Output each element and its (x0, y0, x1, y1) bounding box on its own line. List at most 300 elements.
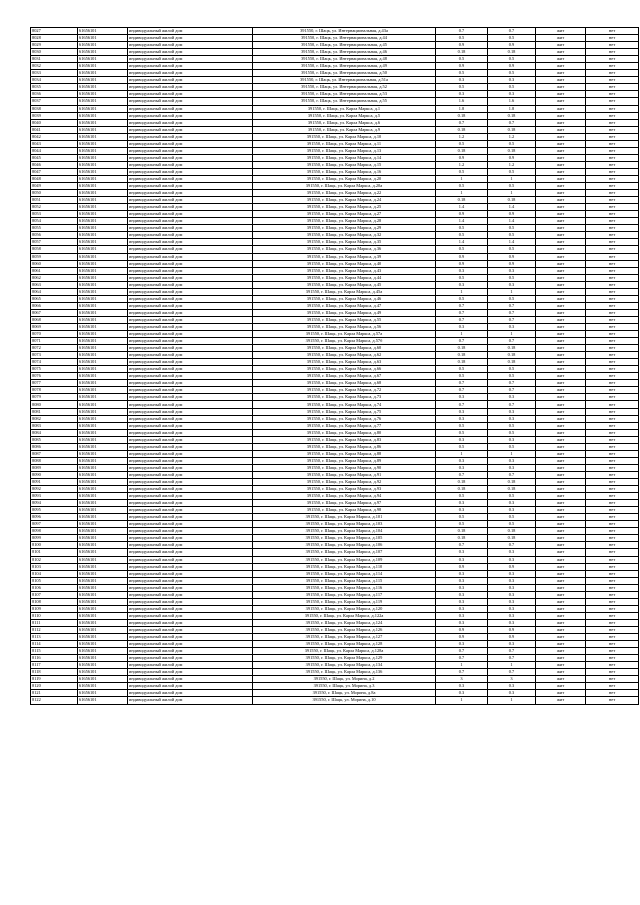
oktmo-code-cell: 61656101 (78, 690, 128, 697)
table-row (31, 443, 639, 450)
flag-cell: нет (586, 84, 639, 91)
object-type-cell: индивидуальный жилой дом (128, 154, 253, 161)
flag-cell: нет (586, 63, 639, 70)
area-total-cell: 0.3 (436, 507, 488, 514)
oktmo-code-cell: 61656101 (78, 232, 128, 239)
table-row (31, 345, 639, 352)
area-living-cell: 1.4 (488, 239, 536, 246)
category-cell: жит (536, 683, 586, 690)
area-living-cell: 0.5 (488, 232, 536, 239)
table-row (31, 225, 639, 232)
object-type-cell: индивидуальный жилой дом (128, 535, 253, 542)
area-total-cell: 1 (436, 450, 488, 457)
object-type-cell: индивидуальный жилой дом (128, 295, 253, 302)
area-living-cell: 0.3 (488, 457, 536, 464)
record-number-cell: 8046 (31, 161, 78, 168)
area-total-cell: 0.5 (436, 84, 488, 91)
category-cell: жит (536, 323, 586, 330)
oktmo-code-cell: 61656101 (78, 239, 128, 246)
area-total-cell: 0.7 (436, 380, 488, 387)
table-row (31, 401, 639, 408)
object-type-cell: индивидуальный жилой дом (128, 605, 253, 612)
category-cell: жит (536, 464, 586, 471)
category-cell: жит (536, 232, 586, 239)
address-cell: 391550, г. Шацк, ул. Карла Маркса, д.91 (253, 471, 436, 478)
category-cell: жит (536, 380, 586, 387)
flag-cell: нет (586, 457, 639, 464)
table-row (31, 577, 639, 584)
category-cell: жит (536, 542, 586, 549)
record-number-cell: 8033 (31, 70, 78, 77)
record-number-cell: 8032 (31, 63, 78, 70)
address-cell: 391550, г. Шацк, ул. Карла Маркса, д.67 (253, 373, 436, 380)
flag-cell: нет (586, 56, 639, 63)
address-cell: 391550, г. Шацк, ул. Карла Маркса, д.22 (253, 190, 436, 197)
record-number-cell: 8031 (31, 56, 78, 63)
oktmo-code-cell: 61656101 (78, 514, 128, 521)
address-cell: 391550, г. Шацк, ул. Карла Маркса, д.94 (253, 493, 436, 500)
address-cell: 391550, г. Шацк, ул. Карла Маркса, д.110 (253, 563, 436, 570)
oktmo-code-cell: 61656101 (78, 225, 128, 232)
area-total-cell: 0.3 (436, 591, 488, 598)
record-number-cell: 8096 (31, 514, 78, 521)
oktmo-code-cell: 61656101 (78, 697, 128, 704)
category-cell: жит (536, 436, 586, 443)
category-cell: жит (536, 105, 586, 112)
flag-cell: нет (586, 161, 639, 168)
oktmo-code-cell: 61656101 (78, 669, 128, 676)
record-number-cell: 8116 (31, 655, 78, 662)
flag-cell: нет (586, 662, 639, 669)
area-living-cell: 0.3 (488, 549, 536, 556)
record-number-cell: 8076 (31, 373, 78, 380)
area-living-cell: 0.18 (488, 112, 536, 119)
flag-cell: нет (586, 598, 639, 605)
area-total-cell: 1 (436, 190, 488, 197)
object-type-cell: индивидуальный жилой дом (128, 690, 253, 697)
oktmo-code-cell: 61656101 (78, 528, 128, 535)
address-cell: 391550, г. Шацк, ул. Карла Маркса, д.1 (253, 105, 436, 112)
area-living-cell: 0.3 (488, 619, 536, 626)
record-number-cell: 8083 (31, 422, 78, 429)
address-cell: 391550, г. Шацк, ул. Карла Маркса, д.5 (253, 112, 436, 119)
area-living-cell: 0.3 (488, 436, 536, 443)
category-cell: жит (536, 112, 586, 119)
oktmo-code-cell: 61656101 (78, 84, 128, 91)
category-cell: жит (536, 28, 586, 35)
record-number-cell: 8115 (31, 648, 78, 655)
address-cell: 391550, г. Шацк, ул. Карла Маркса, д.126 (253, 626, 436, 633)
table-row (31, 479, 639, 486)
category-cell: жит (536, 225, 586, 232)
flag-cell: нет (586, 70, 639, 77)
area-living-cell: 0.9 (488, 634, 536, 641)
object-type-cell: индивидуальный жилой дом (128, 288, 253, 295)
table-row (31, 331, 639, 338)
address-cell: 391550, г. Шацк, ул. Карла Маркса, д.77 (253, 422, 436, 429)
flag-cell: нет (586, 140, 639, 147)
area-total-cell: 1 (436, 662, 488, 669)
area-living-cell: 0.18 (488, 197, 536, 204)
area-total-cell: 0.3 (436, 457, 488, 464)
table-row (31, 288, 639, 295)
record-number-cell: 8034 (31, 77, 78, 84)
object-type-cell: индивидуальный жилой дом (128, 218, 253, 225)
oktmo-code-cell: 61656101 (78, 352, 128, 359)
object-type-cell: индивидуальный жилой дом (128, 507, 253, 514)
object-type-cell: индивидуальный жилой дом (128, 591, 253, 598)
category-cell: жит (536, 56, 586, 63)
area-total-cell: 0.3 (436, 267, 488, 274)
object-type-cell: индивидуальный жилой дом (128, 408, 253, 415)
oktmo-code-cell: 61656101 (78, 345, 128, 352)
category-cell: жит (536, 457, 586, 464)
oktmo-code-cell: 61656101 (78, 570, 128, 577)
oktmo-code-cell: 61656101 (78, 634, 128, 641)
table-row (31, 105, 639, 112)
flag-cell: нет (586, 295, 639, 302)
area-living-cell: 0.3 (488, 584, 536, 591)
area-total-cell: 0.18 (436, 528, 488, 535)
area-living-cell: 0.3 (488, 605, 536, 612)
record-number-cell: 8099 (31, 535, 78, 542)
object-type-cell: индивидуальный жилой дом (128, 626, 253, 633)
table-row (31, 84, 639, 91)
flag-cell: нет (586, 591, 639, 598)
area-total-cell: 0.7 (436, 309, 488, 316)
record-number-cell: 8092 (31, 486, 78, 493)
record-number-cell: 8055 (31, 225, 78, 232)
address-cell: 391550, г. Шацк, ул. Карла Маркса, д.101 (253, 514, 436, 521)
record-number-cell: 8120 (31, 683, 78, 690)
table-row (31, 507, 639, 514)
oktmo-code-cell: 61656101 (78, 98, 128, 105)
oktmo-code-cell: 61656101 (78, 535, 128, 542)
table-row (31, 140, 639, 147)
category-cell: жит (536, 521, 586, 528)
object-type-cell: индивидуальный жилой дом (128, 521, 253, 528)
category-cell: жит (536, 133, 586, 140)
table-row (31, 556, 639, 563)
address-cell: 391550, г. Шацк, ул. Карла Маркса, д.120 (253, 605, 436, 612)
area-living-cell: 0.18 (488, 535, 536, 542)
area-living-cell: 1.4 (488, 218, 536, 225)
category-cell: жит (536, 197, 586, 204)
category-cell: жит (536, 626, 586, 633)
record-number-cell: 8117 (31, 662, 78, 669)
area-total-cell: 0.9 (436, 260, 488, 267)
record-number-cell: 8105 (31, 577, 78, 584)
area-living-cell: 0.3 (488, 556, 536, 563)
area-living-cell: 1.8 (488, 105, 536, 112)
oktmo-code-cell: 61656101 (78, 443, 128, 450)
category-cell: жит (536, 281, 586, 288)
address-cell: 391550, г. Шацк, ул. Карла Маркса, д.20а (253, 183, 436, 190)
record-number-cell: 8065 (31, 295, 78, 302)
area-total-cell: 0.5 (436, 183, 488, 190)
object-type-cell: индивидуальный жилой дом (128, 612, 253, 619)
address-cell: 391550, г. Шацк, ул. Карла Маркса, д.40 (253, 260, 436, 267)
table-row (31, 373, 639, 380)
area-total-cell: 0.18 (436, 486, 488, 493)
area-living-cell: 0.3 (488, 507, 536, 514)
table-row (31, 612, 639, 619)
area-living-cell: 0.18 (488, 359, 536, 366)
address-cell: 391550, г. Шацк, ул. Карла Маркса, д.20 (253, 175, 436, 182)
address-cell: 391550, г. Шацк, ул. Морина, д.8а (253, 690, 436, 697)
object-type-cell: индивидуальный жилой дом (128, 619, 253, 626)
object-type-cell: индивидуальный жилой дом (128, 464, 253, 471)
area-total-cell: 1 (436, 288, 488, 295)
area-living-cell: 0.5 (488, 295, 536, 302)
area-living-cell: 0.18 (488, 147, 536, 154)
table-row (31, 605, 639, 612)
object-type-cell: индивидуальный жилой дом (128, 331, 253, 338)
table-row (31, 70, 639, 77)
table-row (31, 634, 639, 641)
table-row (31, 98, 639, 105)
area-total-cell: 1 (436, 697, 488, 704)
area-living-cell: 0.5 (488, 56, 536, 63)
object-type-cell: индивидуальный жилой дом (128, 126, 253, 133)
object-type-cell: индивидуальный жилой дом (128, 648, 253, 655)
area-total-cell: 0.3 (436, 77, 488, 84)
flag-cell: нет (586, 154, 639, 161)
area-living-cell: 3 (488, 676, 536, 683)
area-living-cell: 1 (488, 697, 536, 704)
area-total-cell: 0.18 (436, 479, 488, 486)
area-living-cell: 0.7 (488, 28, 536, 35)
area-total-cell: 1.4 (436, 204, 488, 211)
area-living-cell: 0.3 (488, 267, 536, 274)
category-cell: жит (536, 211, 586, 218)
address-cell: 391550, г. Шацк, ул. Карла Маркса, д.93 (253, 486, 436, 493)
oktmo-code-cell: 61656101 (78, 641, 128, 648)
table-row (31, 521, 639, 528)
area-total-cell: 0.3 (436, 556, 488, 563)
oktmo-code-cell: 61656101 (78, 479, 128, 486)
area-total-cell: 1.6 (436, 98, 488, 105)
oktmo-code-cell: 61656101 (78, 415, 128, 422)
flag-cell: нет (586, 648, 639, 655)
table-row (31, 415, 639, 422)
oktmo-code-cell: 61656101 (78, 521, 128, 528)
address-cell: 391550, г. Шацк, ул. Карла Маркса, д.80 (253, 429, 436, 436)
flag-cell: нет (586, 274, 639, 281)
flag-cell: нет (586, 49, 639, 56)
category-cell: жит (536, 140, 586, 147)
category-cell: жит (536, 570, 586, 577)
table-row (31, 450, 639, 457)
address-cell: 391550, г. Шацк, ул. Карла Маркса, д.55 (253, 316, 436, 323)
flag-cell: нет (586, 147, 639, 154)
record-number-cell: 8029 (31, 42, 78, 49)
area-total-cell: 0.3 (436, 408, 488, 415)
oktmo-code-cell: 61656101 (78, 683, 128, 690)
category-cell: жит (536, 415, 586, 422)
object-type-cell: индивидуальный жилой дом (128, 655, 253, 662)
table-row (31, 422, 639, 429)
flag-cell: нет (586, 605, 639, 612)
address-cell: 391550, г. Шацк, ул. Карла Маркса, д.103 (253, 521, 436, 528)
area-living-cell: 0.5 (488, 422, 536, 429)
area-living-cell: 0.5 (488, 274, 536, 281)
area-total-cell: 0.18 (436, 345, 488, 352)
address-cell: 391550, г. Шацк, ул. Карла Маркса, д.98 (253, 507, 436, 514)
area-living-cell: 0.18 (488, 126, 536, 133)
area-living-cell: 1 (488, 331, 536, 338)
record-number-cell: 8066 (31, 302, 78, 309)
record-number-cell: 8028 (31, 35, 78, 42)
table-row (31, 570, 639, 577)
category-cell: жит (536, 401, 586, 408)
oktmo-code-cell: 61656101 (78, 35, 128, 42)
address-cell: 391550, г. Шацк, ул. Карла Маркса, д.106 (253, 542, 436, 549)
record-number-cell: 8073 (31, 352, 78, 359)
address-cell: 391550, г. Шацк, ул. Карла Маркса, д.32 (253, 232, 436, 239)
table-row (31, 175, 639, 182)
record-number-cell: 8058 (31, 246, 78, 253)
category-cell: жит (536, 500, 586, 507)
oktmo-code-cell: 61656101 (78, 168, 128, 175)
object-type-cell: индивидуальный жилой дом (128, 549, 253, 556)
flag-cell: нет (586, 408, 639, 415)
category-cell: жит (536, 91, 586, 98)
flag-cell: нет (586, 690, 639, 697)
record-number-cell: 8090 (31, 471, 78, 478)
category-cell: жит (536, 239, 586, 246)
address-cell: 391550, г. Шацк, ул. Интернациональная, д.43а (253, 28, 436, 35)
area-living-cell: 1.2 (488, 161, 536, 168)
area-total-cell: 0.5 (436, 443, 488, 450)
area-total-cell: 0.3 (436, 394, 488, 401)
area-total-cell: 0.5 (436, 429, 488, 436)
oktmo-code-cell: 61656101 (78, 211, 128, 218)
area-living-cell: 0.3 (488, 577, 536, 584)
oktmo-code-cell: 61656101 (78, 77, 128, 84)
oktmo-code-cell: 61656101 (78, 309, 128, 316)
table-row (31, 35, 639, 42)
table-row (31, 584, 639, 591)
flag-cell: нет (586, 204, 639, 211)
object-type-cell: индивидуальный жилой дом (128, 112, 253, 119)
oktmo-code-cell: 61656101 (78, 408, 128, 415)
category-cell: жит (536, 316, 586, 323)
area-total-cell: 0.18 (436, 112, 488, 119)
address-cell: 391550, г. Шацк, ул. Интернациональная, д.51а (253, 77, 436, 84)
table-row (31, 429, 639, 436)
category-cell: жит (536, 126, 586, 133)
object-type-cell: индивидуальный жилой дом (128, 338, 253, 345)
area-living-cell: 0.5 (488, 183, 536, 190)
address-cell: 391550, г. Шацк, ул. Карла Маркса, д.15 (253, 161, 436, 168)
table-row (31, 42, 639, 49)
area-total-cell: 0.3 (436, 281, 488, 288)
table-row (31, 436, 639, 443)
area-total-cell: 0.7 (436, 471, 488, 478)
record-number-cell: 8119 (31, 676, 78, 683)
record-number-cell: 8104 (31, 570, 78, 577)
category-cell: жит (536, 359, 586, 366)
area-living-cell: 0.5 (488, 373, 536, 380)
address-cell: 391550, г. Шацк, ул. Карла Маркса, д.63 (253, 359, 436, 366)
area-living-cell: 0.7 (488, 302, 536, 309)
category-cell: жит (536, 598, 586, 605)
record-number-cell: 8081 (31, 408, 78, 415)
category-cell: жит (536, 204, 586, 211)
category-cell: жит (536, 556, 586, 563)
area-total-cell: 0.3 (436, 612, 488, 619)
category-cell: жит (536, 373, 586, 380)
oktmo-code-cell: 61656101 (78, 91, 128, 98)
area-living-cell: 0.5 (488, 70, 536, 77)
flag-cell: нет (586, 443, 639, 450)
flag-cell: нет (586, 486, 639, 493)
table-row (31, 183, 639, 190)
flag-cell: нет (586, 98, 639, 105)
address-cell: 391550, г. Шацк, ул. Карла Маркса, д.68 (253, 380, 436, 387)
record-number-cell: 8056 (31, 232, 78, 239)
table-row (31, 486, 639, 493)
address-cell: 391550, г. Шацк, ул. Карла Маркса, д.14 (253, 154, 436, 161)
address-cell: 391550, г. Шацк, ул. Карла Маркса, д.27 (253, 211, 436, 218)
oktmo-code-cell: 61656101 (78, 507, 128, 514)
area-total-cell: 0.5 (436, 35, 488, 42)
oktmo-code-cell: 61656101 (78, 253, 128, 260)
address-cell: 391550, г. Шацк, ул. Карла Маркса, д.57а (253, 331, 436, 338)
address-cell: 391550, г. Шацк, ул. Карла Маркса, д.124 (253, 619, 436, 626)
record-number-cell: 8060 (31, 260, 78, 267)
address-cell: 391550, г. Шацк, ул. Карла Маркса, д.128 (253, 641, 436, 648)
record-number-cell: 8053 (31, 211, 78, 218)
flag-cell: нет (586, 380, 639, 387)
category-cell: жит (536, 486, 586, 493)
object-type-cell: индивидуальный жилой дом (128, 352, 253, 359)
area-total-cell: 0.5 (436, 56, 488, 63)
area-total-cell: 1.4 (436, 218, 488, 225)
category-cell: жит (536, 70, 586, 77)
address-cell: 391550, г. Шацк, ул. Карла Маркса, д.36 (253, 246, 436, 253)
area-living-cell: 0.7 (488, 648, 536, 655)
address-cell: 391550, г. Шацк, ул. Карла Маркса, д.60 (253, 345, 436, 352)
category-cell: жит (536, 246, 586, 253)
object-type-cell: индивидуальный жилой дом (128, 70, 253, 77)
record-number-cell: 8074 (31, 359, 78, 366)
address-cell: 391550, г. Шацк, ул. Карла Маркса, д.129 (253, 655, 436, 662)
oktmo-code-cell: 61656101 (78, 246, 128, 253)
category-cell: жит (536, 295, 586, 302)
flag-cell: нет (586, 232, 639, 239)
oktmo-code-cell: 61656101 (78, 429, 128, 436)
area-total-cell: 0.7 (436, 316, 488, 323)
area-total-cell: 0.18 (436, 49, 488, 56)
record-number-cell: 8035 (31, 84, 78, 91)
table-row (31, 161, 639, 168)
object-type-cell: индивидуальный жилой дом (128, 239, 253, 246)
object-type-cell: индивидуальный жилой дом (128, 197, 253, 204)
table-row (31, 394, 639, 401)
area-total-cell: 0.7 (436, 119, 488, 126)
oktmo-code-cell: 61656101 (78, 612, 128, 619)
address-cell: 391550, г. Шацк, ул. Карла Маркса, д.104 (253, 528, 436, 535)
flag-cell: нет (586, 309, 639, 316)
record-number-cell: 8040 (31, 119, 78, 126)
address-cell: 391550, г. Шацк, ул. Интернациональная, д.46 (253, 49, 436, 56)
table-row (31, 626, 639, 633)
object-type-cell: индивидуальный жилой дом (128, 366, 253, 373)
category-cell: жит (536, 605, 586, 612)
area-total-cell: 0.18 (436, 197, 488, 204)
